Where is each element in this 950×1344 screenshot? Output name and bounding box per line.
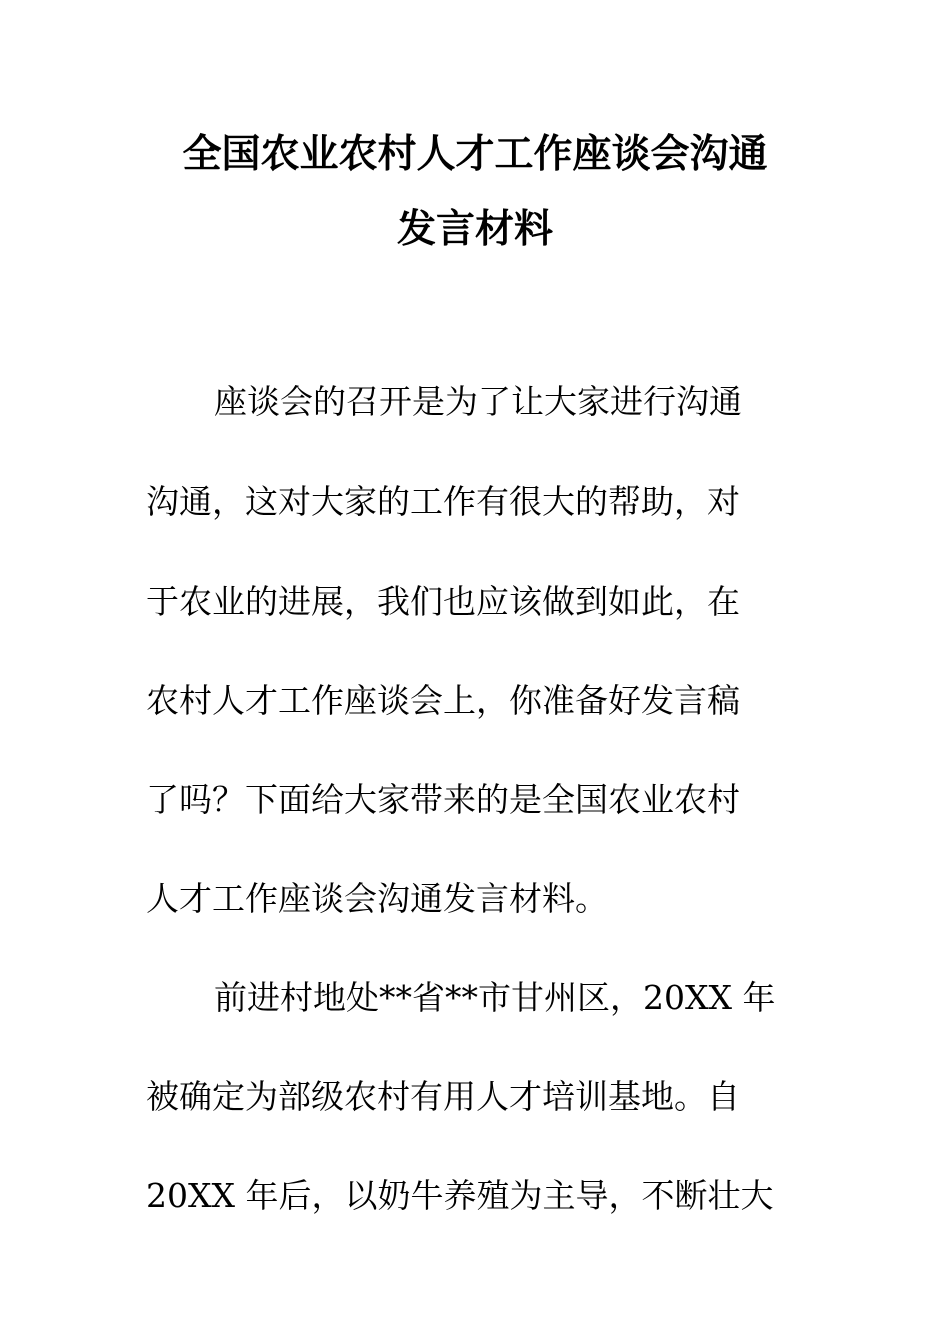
document-title-line-1: 全国农业农村人才工作座谈会沟通 bbox=[182, 131, 768, 177]
paragraph-2-line-1: 前进村地处**省**市甘州区，20XX 年 bbox=[214, 978, 776, 1017]
paragraph-2-line-3: 20XX 年后，以奶牛养殖为主导，不断壮大 bbox=[146, 1176, 774, 1215]
paragraph-2-line-2: 被确定为部级农村有用人才培训基地。自 bbox=[146, 1077, 740, 1116]
paragraph-1-line-6: 人才工作座谈会沟通发言材料。 bbox=[146, 879, 608, 918]
document-title-line-2: 发言材料 bbox=[396, 206, 553, 252]
paragraph-1-line-1: 座谈会的召开是为了让大家进行沟通 bbox=[214, 382, 742, 421]
paragraph-1-line-2: 沟通，这对大家的工作有很大的帮助，对 bbox=[146, 482, 740, 521]
paragraph-1-line-5: 了吗？下面给大家带来的是全国农业农村 bbox=[146, 780, 740, 819]
paragraph-1-line-3: 于农业的进展，我们也应该做到如此，在 bbox=[146, 582, 740, 621]
paragraph-1-line-4: 农村人才工作座谈会上，你准备好发言稿 bbox=[146, 681, 740, 720]
